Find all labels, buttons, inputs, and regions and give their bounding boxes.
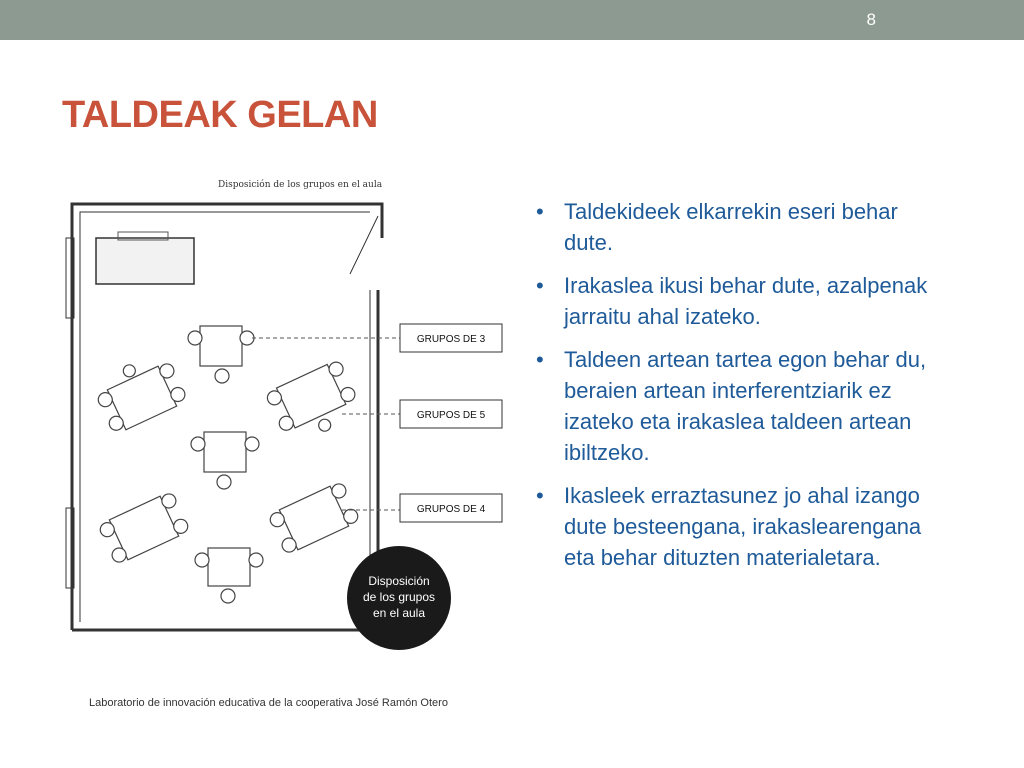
bullet-list bbox=[536, 196, 936, 585]
classroom-diagram bbox=[52, 178, 486, 654]
bullet-dot-icon: • bbox=[536, 273, 544, 298]
group-label-4: GRUPOS DE 4 bbox=[416, 504, 486, 515]
slide-title: TALDEAK GELAN bbox=[62, 94, 378, 136]
bullet-dot-icon: • bbox=[536, 199, 544, 224]
badge-line-3: en el aula bbox=[372, 606, 426, 620]
label-boxes bbox=[400, 324, 502, 522]
student-group bbox=[98, 491, 191, 566]
bullet-text: Taldeen artean tartea egon behar du, beraien artean interferentziarik ez izateko eta irakaslea taldeen artean ibiltzeko. bbox=[564, 347, 927, 465]
student-group bbox=[191, 432, 259, 489]
caption-badge bbox=[347, 546, 451, 650]
bullet-item bbox=[536, 480, 936, 573]
bullet-dot-icon: • bbox=[536, 483, 544, 508]
student-groups bbox=[90, 326, 365, 603]
student-group bbox=[268, 481, 361, 556]
student-group bbox=[265, 359, 365, 448]
student-group bbox=[90, 348, 189, 435]
classroom-diagram-svg bbox=[52, 178, 486, 654]
badge-line-1: Disposición bbox=[368, 574, 430, 588]
bullet-text: Irakaslea ikusi behar dute, azalpenak jarraitu ahal izateko. bbox=[564, 273, 928, 329]
teacher-desk bbox=[96, 238, 194, 284]
group-label-5: GRUPOS DE 5 bbox=[416, 410, 486, 421]
bullet-item bbox=[536, 344, 936, 468]
student-group bbox=[188, 326, 254, 383]
bullet-dot-icon: • bbox=[536, 347, 544, 372]
bullet-item bbox=[536, 270, 936, 332]
bullet-text: Taldekideek elkarrekin eseri behar dute. bbox=[564, 199, 898, 255]
student-group bbox=[195, 548, 263, 603]
bullet-text: Ikasleek erraztasunez jo ahal izango dute besteengana, irakaslearengana eta behar dituzten materialetara. bbox=[564, 483, 922, 570]
slide-number: 8 bbox=[866, 10, 876, 29]
figure-heading: Disposición de los grupos en el aula bbox=[218, 180, 383, 190]
footer-credit: Laboratorio de innovación educativa de la cooperativa José Ramón Otero bbox=[89, 697, 448, 709]
badge-line-2: de los grupos bbox=[362, 590, 436, 604]
bullet-item bbox=[536, 196, 936, 258]
group-label-3: GRUPOS DE 3 bbox=[416, 334, 486, 345]
